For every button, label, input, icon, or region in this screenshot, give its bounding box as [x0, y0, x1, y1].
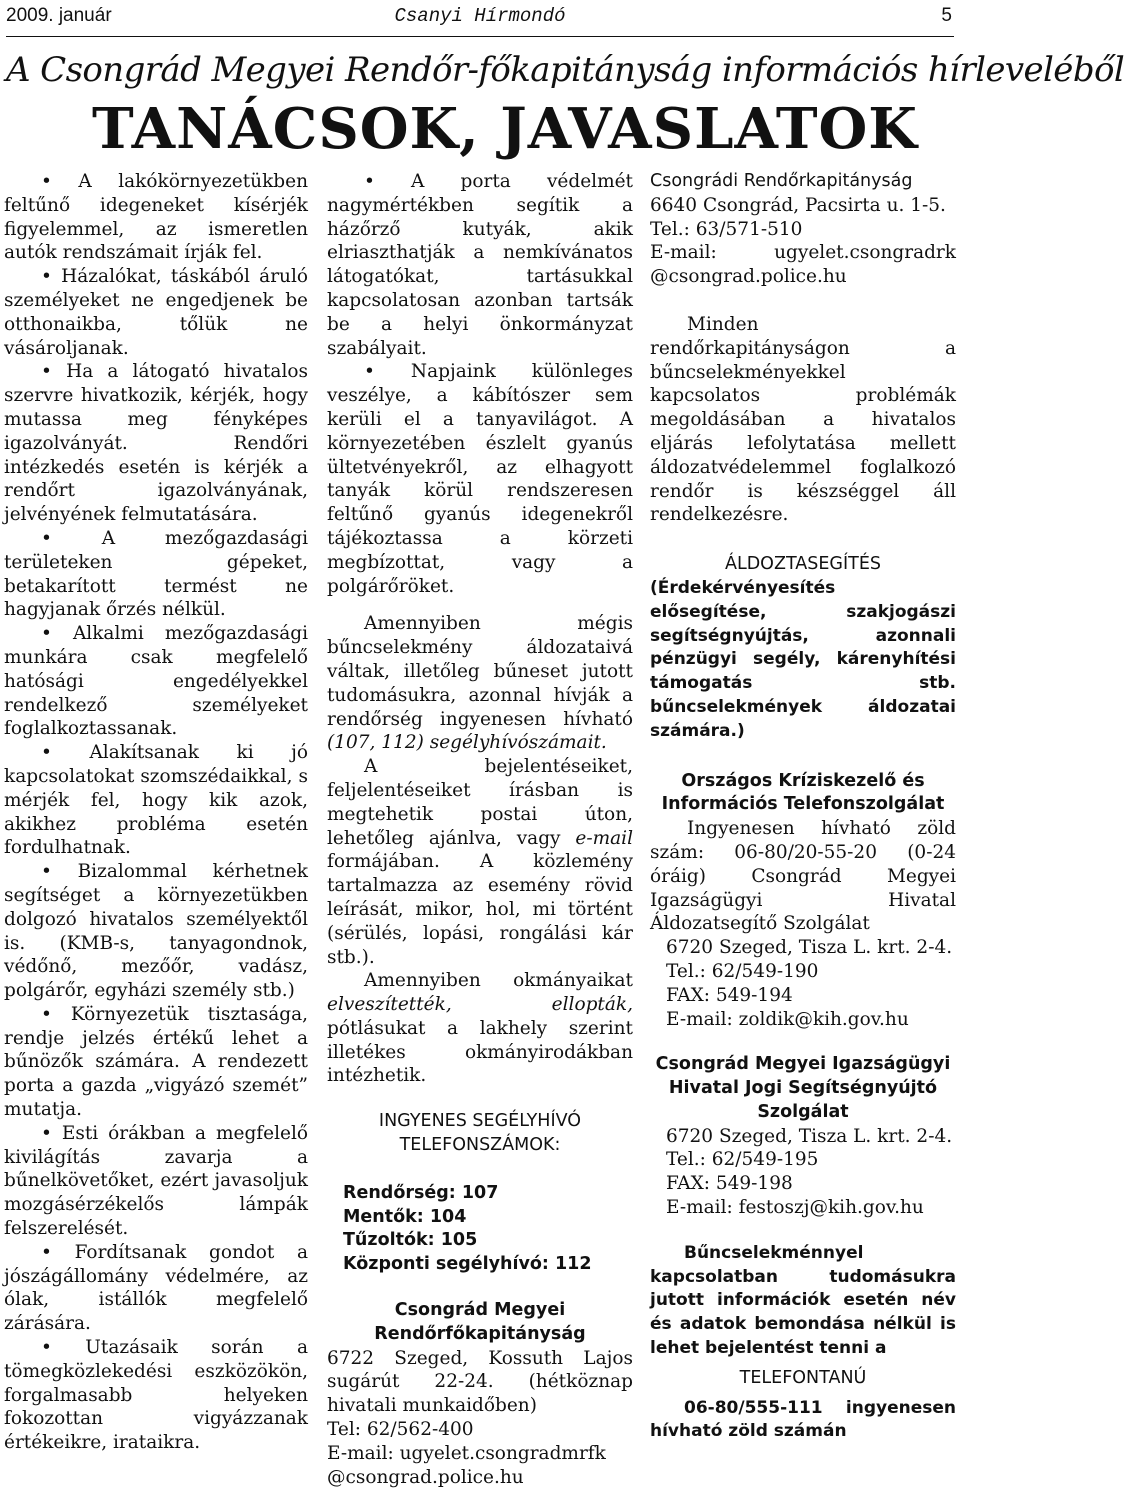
documents-paragraph: Amennyiben okmányaikat elveszítették, ellopták, pótlásukat a lakhely szerint illetékes okmányirodákban intézhetik.: [327, 970, 633, 1087]
anonymous-report-text: Bűncselekménnyel kapcsolatban tudomásukra jutott információk esetén név és adatok bemondása nélkül is lehet bejelentést tenni a: [650, 1242, 956, 1359]
legal-address: 6720 Szeged, Tisza L. krt. 2-4.: [666, 1125, 953, 1147]
tip-paragraph: • Alakítsanak ki jó kapcsolatokat szomszédaikkal, s mérjék fel, hogy kik azok, akikhez probléma esetén fordulhatnak.: [4, 741, 308, 860]
legal-fax: FAX: 549-198: [666, 1173, 793, 1195]
tip-paragraph: • A porta védelmét nagymértékben segítik a házőrző kutyák, akik elriaszthatják a nemkívánatos látogatókat, tartásukkal kapcsolatosan azonban tartsák be a helyi önkormányzat szabályait.: [327, 170, 633, 360]
legal-phone: Tel.: 62/549-195: [666, 1149, 819, 1171]
column-1: [4, 170, 308, 1455]
rk-address: 6640 Csongrád, Pacsirta u. 1-5.: [650, 194, 946, 216]
phone-ambulance: Mentők: 104: [343, 1206, 467, 1227]
crisis-title: Országos Kríziskezelő és Információs Telefonszolgálat: [661, 770, 945, 815]
rk-email: E-mail: ugyelet.csongradrk @csongrad.police.hu: [650, 242, 956, 288]
header-rule: [6, 36, 954, 37]
tip-paragraph: • Esti órákban a megfelelő kivilágítás zavarja a bűnelkövetőket, ezért javasoljuk mozgásérzékelős lámpák felszerelését.: [4, 1122, 308, 1241]
column-3: [650, 170, 956, 1444]
emergency-numbers-title: INGYENES SEGÉLYHÍVÓ TELEFONSZÁMOK:: [378, 1111, 582, 1156]
rk-phone: Tel.: 63/571-510: [650, 218, 803, 240]
hq-email: E-mail: ugyelet.csongradmrfk @csongrad.police.hu: [327, 1442, 606, 1488]
tip-paragraph: • Utazásaik során a tömegközlekedési eszközökön, forgalmasabb helyeken fokozottan vigyázzanak értékeikre, irataikra.: [4, 1336, 308, 1455]
page-header: [6, 0, 954, 36]
telefontanu-title: TELEFONTANÚ: [739, 1367, 867, 1388]
legal-title: Csongrád Megyei Igazságügyi Hivatal Jogi Segítségnyújtó Szolgálat: [655, 1054, 951, 1122]
article-title: TANÁCSOK, JAVASLATOK: [92, 96, 918, 162]
issue-date: 2009. január: [6, 5, 112, 26]
crisis-phone: Tel.: 62/549-190: [666, 960, 819, 982]
tip-paragraph: • Napjaink különleges veszélye, a kábítószer sem kerüli el a tanyavilágot. A környezetében észlelt gyanús ültetvényekről, az elhagyott tanyák körül rendszeresen feltűnő gyanús idegenekről tájékoztassa a körzeti megbízottat, vagy a polgárőröket.: [327, 360, 633, 598]
report-paragraph: A bejelentéseiket, feljelentéseiket írásban is megtehetik postai úton, lehetőleg ajánlva, vagy e-mail formájában. A közlemény tartalmazza az esemény rövid leírását, mikor, hol, mi történt (sérülés, lopási, rongálási kár stb.).: [327, 756, 633, 968]
column-2: [327, 170, 633, 1489]
victim-paragraph: Amennyiben mégis bűncselekmény áldozataivá váltak, illetőleg bűneset jutott tudomásukra, azonnal hívják a rendőrség ingyenesen hívható (107, 112) segélyhívószámait.: [327, 613, 633, 754]
tip-paragraph: • Alkalmi mezőgazdasági munkára csak megfelelő hatósági engedélyekkel rendelkező személyeket foglalkoztassanak.: [4, 622, 308, 741]
phone-fire: Tűzoltók: 105: [343, 1230, 478, 1251]
aid-title: ÁLDOZTASEGÍTÉS: [724, 554, 881, 575]
crisis-fax: FAX: 549-194: [666, 984, 793, 1006]
crisis-contact: [650, 936, 956, 1031]
crisis-address: 6720 Szeged, Tisza L. krt. 2-4.: [666, 937, 953, 959]
tip-paragraph: • Fordítsanak gondot a jószágállomány védelmére, az ólak, istállók megfelelő zárására.: [4, 1241, 308, 1336]
phone-police: Rendőrség: 107: [343, 1182, 499, 1203]
emergency-numbers-list: [327, 1182, 633, 1277]
hq-address: 6722 Szeged, Kossuth Lajos sugárút 22-24. (hétköznap hivatali munkaidőben): [327, 1347, 633, 1417]
phone-central: Központi segélyhívó: 112: [343, 1254, 592, 1275]
rk-title: Csongrádi Rendőrkapitányság: [650, 171, 913, 191]
legal-contact: [650, 1125, 956, 1220]
page-number: 5: [941, 5, 952, 26]
crisis-email: E-mail: zoldik@kih.gov.hu: [666, 1008, 909, 1030]
tip-paragraph: • Bizalommal kérhetnek segítséget a környezetükben dolgozó hivatalos személyektől is. (KMB-s, tanyagondnok, védőnő, mezőőr, vadász, polgárőr, egyházi személy stb.): [4, 860, 308, 1003]
aid-description: (Érdekérvényesítés elősegítése, szakjogászi segítségnyújtás, azonnali pénzügyi segély, kárenyhítési támogatás stb. bűncselekmények áldozatai számára.): [650, 577, 956, 741]
publication-name: Csanyi Hírmondó: [394, 5, 566, 27]
crisis-description: Ingyenesen hívható zöld szám: 06-80/20-55-20 (0-24 óráig) Csongrád Megyei Igazságügyi Hivatal Áldozatsegítő Szolgálat: [650, 818, 956, 935]
article-source: A Csongrád Megyei Rendőr-főkapitányság információs hírleveléből: [6, 50, 1124, 90]
tip-paragraph: • Házalókat, táskából áruló személyeket ne engedjenek be otthonaikba, tőlük ne vásároljanak.: [4, 265, 308, 360]
hq-phone: Tel: 62/562-400: [327, 1419, 474, 1441]
tip-paragraph: • A lakókörnyezetükben feltűnő idegeneket kísérjék figyelemmel, az ismeretlen autók rendszámait írják fel.: [4, 170, 308, 265]
hq-title: Csongrád Megyei Rendőrfőkapitányság: [374, 1300, 586, 1344]
legal-email: E-mail: festoszj@kih.gov.hu: [666, 1197, 924, 1219]
telefontanu-number: 06-80/555-111 ingyenesen hívható zöld számán: [650, 1397, 956, 1442]
rk-description: Minden rendőrkapitányságon a bűncselekményekkel kapcsolatos problémák megoldásában a hivatalos eljárás lefolytatása mellett áldozatvédelemmel foglalkozó rendőr is készséggel áll rendelkezésre.: [650, 313, 956, 526]
tip-paragraph: • A mezőgazdasági területeken gépeket, betakarított termést ne hagyjanak őrzés nélkül.: [4, 527, 308, 622]
tip-paragraph: • Környezetük tisztasága, rendje jelzés értékű lehet a bűnözők számára. A rendezett porta a gazda „vigyázó szemét” mutatja.: [4, 1003, 308, 1122]
tip-paragraph: • Ha a látogató hivatalos szervre hivatkozik, kérjék, hogy mutassa meg fényképes igazolványát. Rendőri intézkedés esetén is kérjék a rendőrt igazolványának, jelvényének felmutatására.: [4, 360, 308, 527]
